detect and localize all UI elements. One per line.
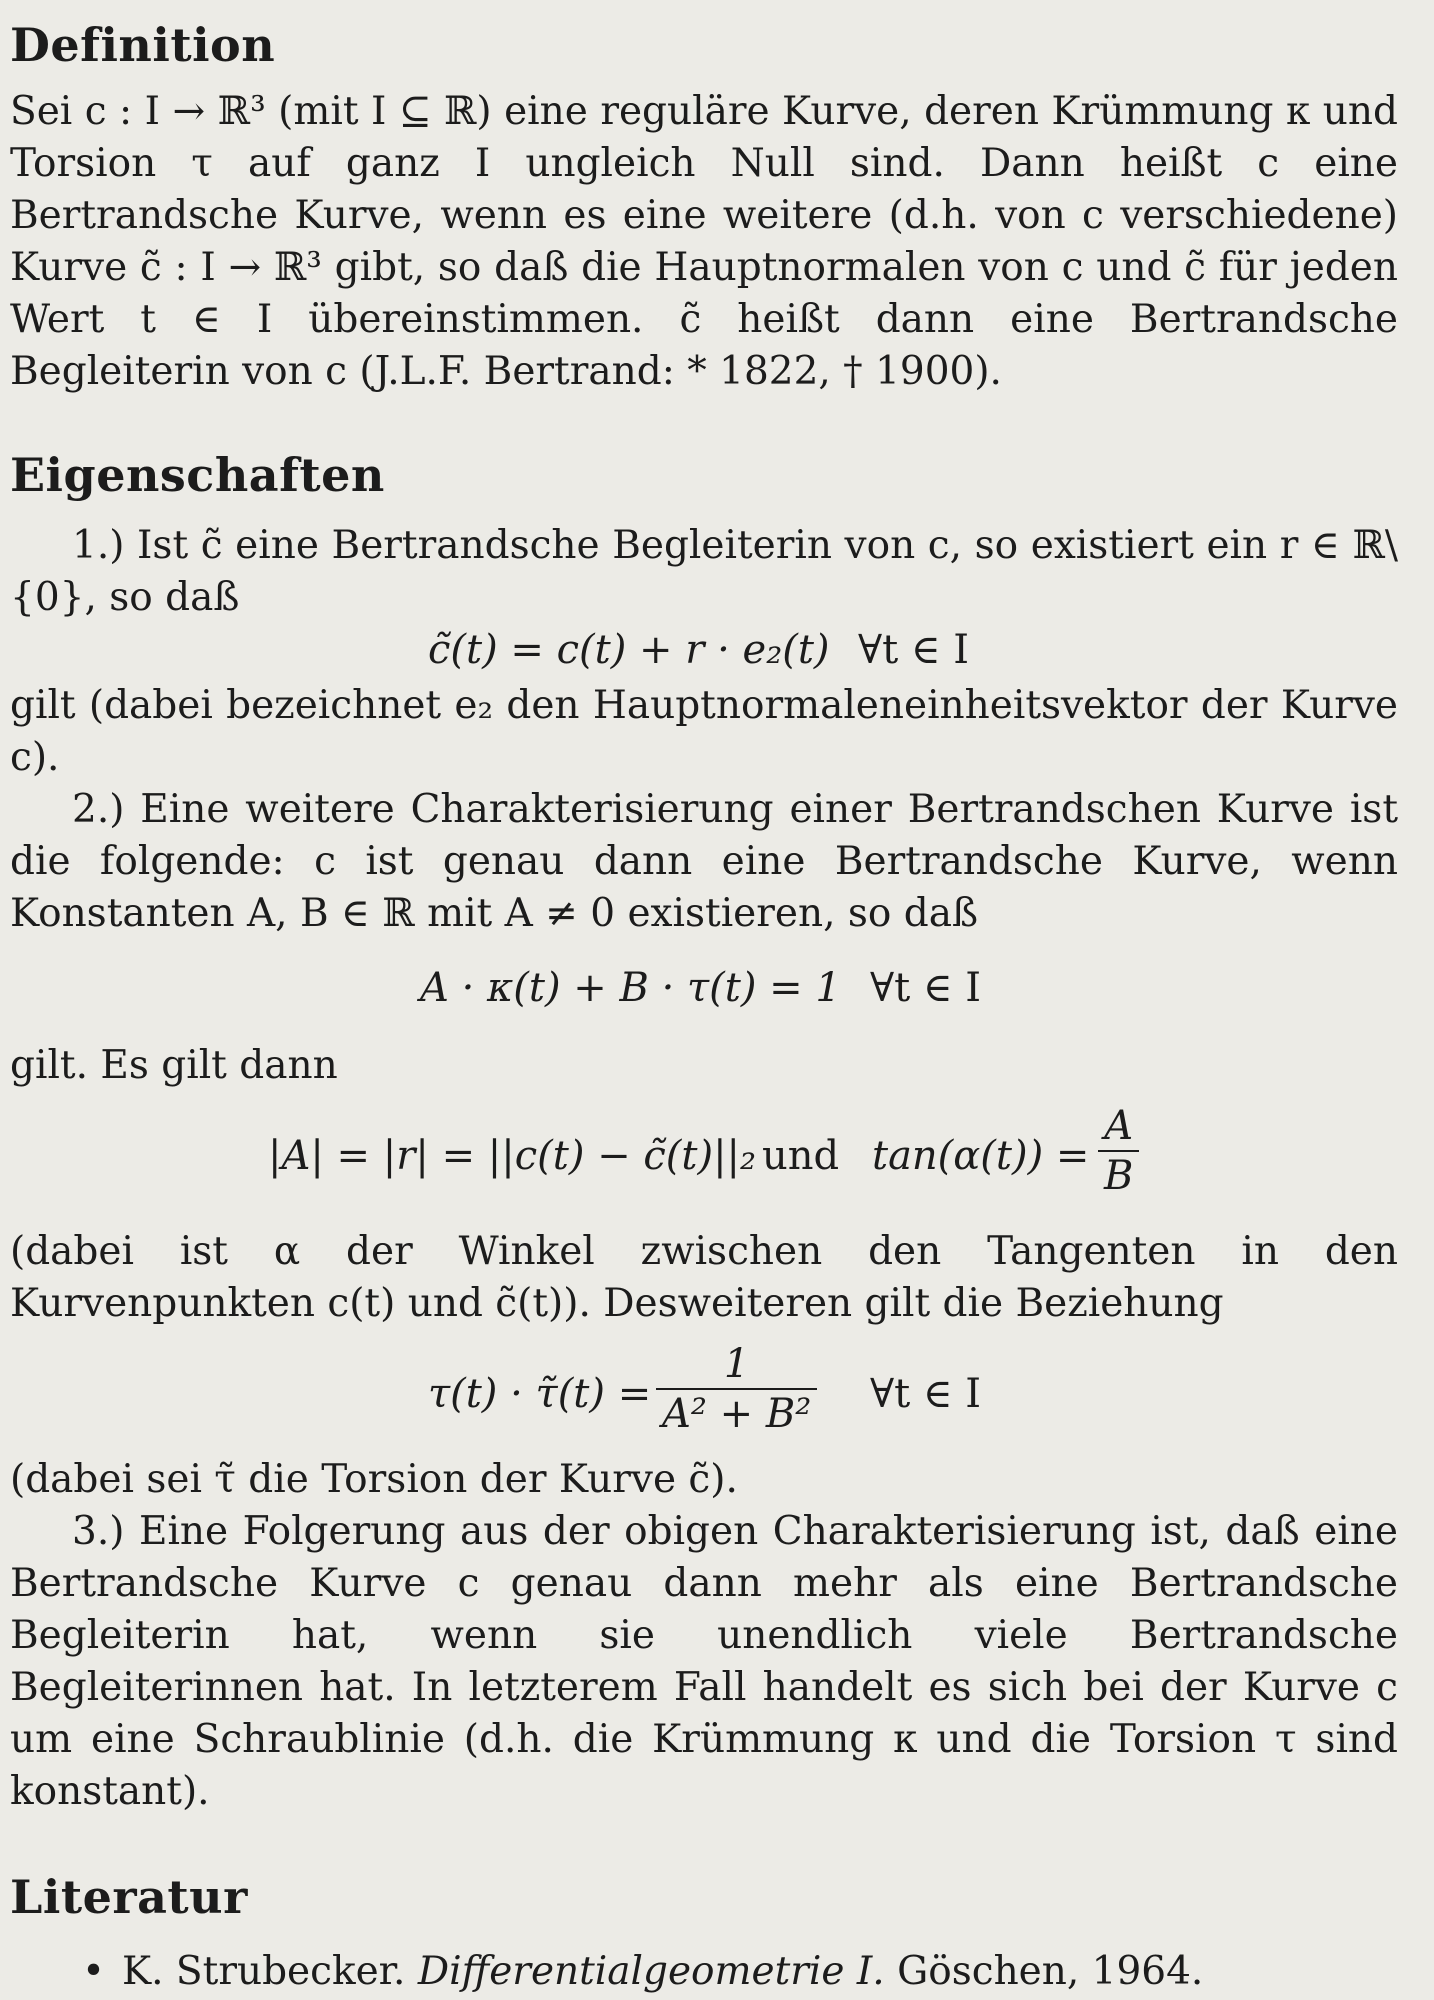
equation-3-numerator: A <box>1104 1103 1134 1149</box>
bullet-icon: • <box>82 1949 106 1994</box>
property-1-paragraph: 1.) Ist c̃ eine Bertrandsche Begleiterin von c, so existiert ein r ∈ ℝ\{0}, so daß <box>10 523 1398 620</box>
property-2-angle-note: (dabei ist α der Winkel zwischen den Tangenten in den Kurvenpunkten c(t) und c̃(t)). Desweiteren gilt die Beziehung <box>10 1229 1398 1326</box>
equation-2-quantifier: ∀t ∈ I <box>870 965 982 1011</box>
equation-1-quantifier: ∀t ∈ I <box>858 627 970 673</box>
equation-distance-angle <box>10 1102 1398 1210</box>
property-2-paragraph: 2.) Eine weitere Charakterisierung einer Bertrandschen Kurve ist die folgende: c ist genau dann eine Bertrandsche Kurve, wenn Konstanten A, B ∈ ℝ mit A ≠ 0 existieren, so daß <box>10 787 1398 936</box>
equation-3-und: und <box>762 1133 840 1179</box>
equation-4-denominator: A² + B² <box>656 1388 817 1438</box>
property-2-torsion-note: (dabei sei τ̃ die Torsion der Kurve c̃). <box>10 1457 738 1502</box>
literature-publisher: Göschen, 1964. <box>897 1949 1204 1994</box>
literature-author: K. Strubecker. <box>122 1949 406 1994</box>
equation-3-fraction <box>1098 1102 1139 1200</box>
equation-linear-relation <box>10 962 1398 1018</box>
equation-4-quantifier: ∀t ∈ I <box>870 1371 982 1417</box>
equation-torsion-product <box>10 1340 1398 1448</box>
literature-list <box>10 1946 1398 1998</box>
property-3-paragraph: 3.) Eine Folgerung aus der obigen Charakterisierung ist, daß eine Bertrandsche Kurve c genau dann mehr als eine Bertrandsche Begleiterin hat, wenn sie unendlich viele Bertrandsche Begleiterinnen hat. In letzterem Fall handelt es sich bei der Kurve c um eine Schraublinie (d.h. die Krümmung κ und die Torsion τ sind konstant). <box>10 1509 1398 1814</box>
literature-title: Differentialgeometrie I. <box>417 1949 885 1994</box>
equation-3-left: |A| = |r| = ||c(t) − c̃(t)||₂ <box>268 1133 757 1179</box>
document-page <box>10 14 1398 1998</box>
property-1-continuation: gilt (dabei bezeichnet e₂ den Hauptnormaleneinheitsvektor der Kurve c). <box>10 683 1398 780</box>
equation-bertrand-companion <box>10 624 1398 680</box>
eigenschaften-heading: Eigenschaften <box>10 448 385 502</box>
equation-2-body: A · κ(t) + B · τ(t) = 1 <box>420 965 841 1011</box>
equation-4-left: τ(t) · τ̃(t) = <box>428 1371 652 1417</box>
equation-4-fraction <box>656 1340 817 1438</box>
literature-item <box>10 1946 1398 1998</box>
equation-1-body: c̃(t) = c(t) + r · e₂(t) <box>428 627 830 673</box>
property-2-gilt-dann: gilt. Es gilt dann <box>10 1043 338 1088</box>
definition-paragraph: Sei c : I → ℝ³ (mit I ⊆ ℝ) eine reguläre Kurve, deren Krümmung κ und Torsion τ auf ganz I ungleich Null sind. Dann heißt c eine Bertrandsche Kurve, wenn es eine weitere (d.h. von c verschiedene) Kurve c̃ : I → ℝ³ gibt, so daß die Hauptnormalen von c und c̃ für jeden Wert t ∈ I übereinstimmen. c̃ heißt dann eine Bertrandsche Begleiterin von c (J.L.F. Bertrand: * 1822, † 1900). <box>10 89 1398 394</box>
equation-3-right: tan(α(t)) = <box>872 1133 1090 1179</box>
literatur-heading: Literatur <box>10 1870 248 1924</box>
equation-4-numerator: 1 <box>723 1341 750 1387</box>
equation-3-denominator: B <box>1098 1150 1139 1200</box>
definition-heading: Definition <box>10 18 276 72</box>
